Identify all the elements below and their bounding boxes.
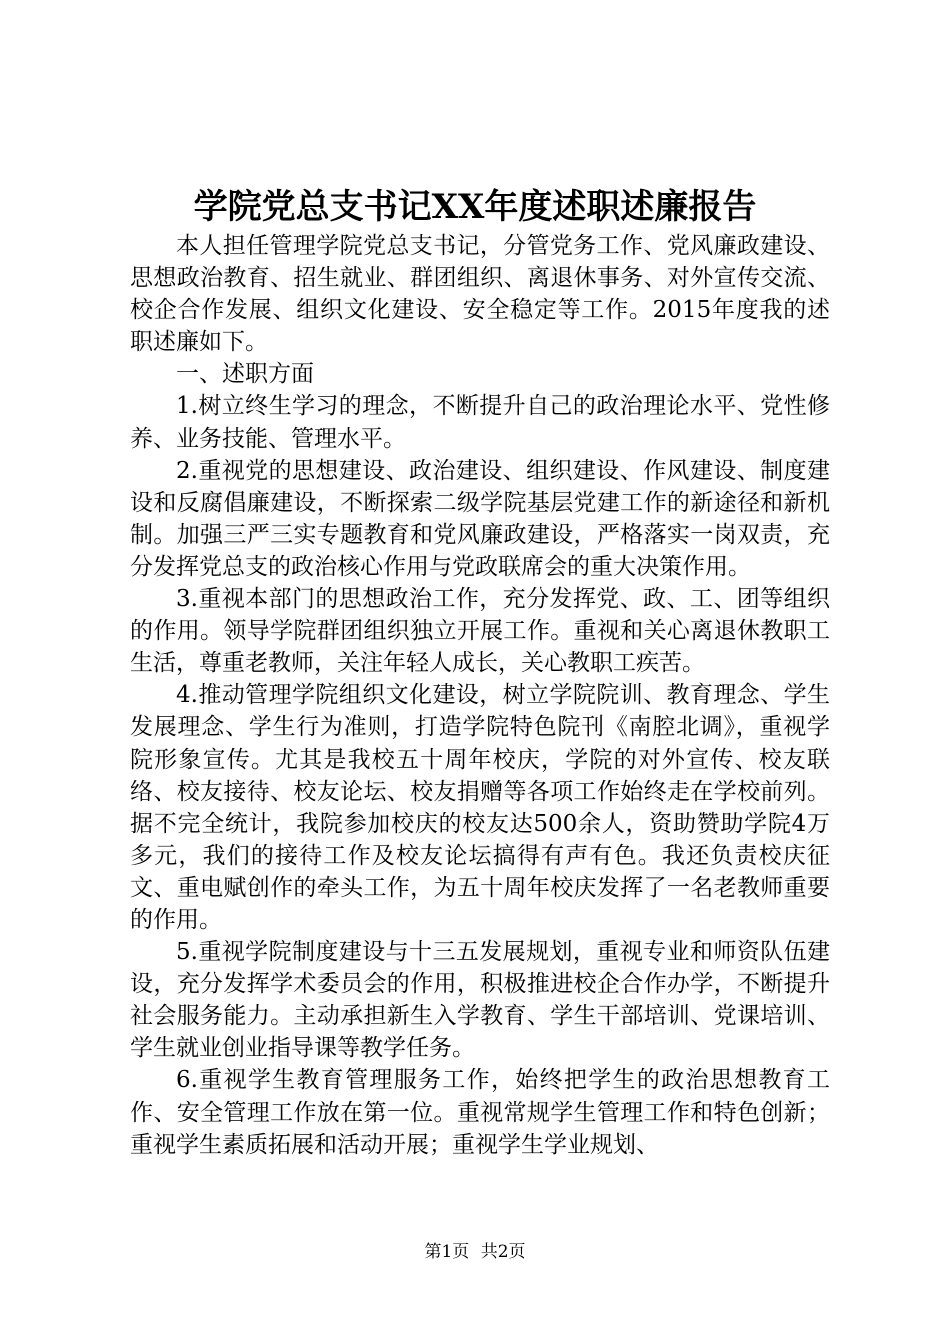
paragraph-intro: 本人担任管理学院党总支书记，分管党务工作、党风廉政建设、思想政治教育、招生就业、群团组织、离退休事务、对外宣传交流、校企合作发展、组织文化建设、安全稳定等工作。2015年度我的述职述廉如下。	[130, 233, 830, 356]
paragraph-item-1: 1.树立终生学习的理念，不断提升自己的政治理论水平、党性修养、业务技能、管理水平。	[130, 393, 830, 452]
page-footer	[0, 1240, 950, 1264]
page-total: 共2页	[480, 1242, 526, 1262]
document-body	[130, 230, 830, 1161]
paragraph-item-2: 2.重视党的思想建设、政治建设、组织建设、作风建设、制度建设和反腐倡廉建设，不断探索二级学院基层党建工作的新途径和新机制。加强三严三实专题教育和党风廉政建设，严格落实一岗双责，充分发挥党总支的政治核心作用与党政联席会的重大决策作用。	[130, 457, 830, 580]
section-heading-duty: 一、述职方面	[176, 361, 314, 388]
paragraph-item-5: 5.重视学院制度建设与十三五发展规划，重视专业和师资队伍建设，充分发挥学术委员会的作用，积极推进校企合作办学，不断提升社会服务能力。主动承担新生入学教育、学生干部培训、党课培训、学生就业创业指导课等教学任务。	[130, 939, 830, 1062]
document-title: 学院党总支书记XX年度述职述廉报告	[193, 187, 757, 227]
paragraph-item-3: 3.重视本部门的思想政治工作，充分发挥党、政、工、团等组织的作用。领导学院群团组织独立开展工作。重视和关心离退休教职工生活，尊重老教师，关注年轻人成长，关心教职工疾苦。	[130, 586, 830, 677]
page-number: 第1页	[424, 1242, 470, 1262]
paragraph-item-6: 6.重视学生教育管理服务工作，始终把学生的政治思想教育工作、安全管理工作放在第一位。重视常规学生管理工作和特色创新；重视学生素质拓展和活动开展；重视学生学业规划、	[130, 1067, 830, 1158]
paragraph-item-4: 4.推动管理学院组织文化建设，树立学院院训、教育理念、学生发展理念、学生行为准则，打造学院特色院刊《南腔北调》，重视学院形象宣传。尤其是我校五十周年校庆，学院的对外宣传、校友联络、校友接待、校友论坛、校友捐赠等各项工作始终走在学校前列。据不完全统计，我院参加校庆的校友达500余人，资助赞助学院4万多元，我们的接待工作及校友论坛搞得有声有色。我还负责校庆征文、重电赋创作的牵头工作，为五十周年校庆发挥了一名老教师重要的作用。	[130, 682, 830, 933]
